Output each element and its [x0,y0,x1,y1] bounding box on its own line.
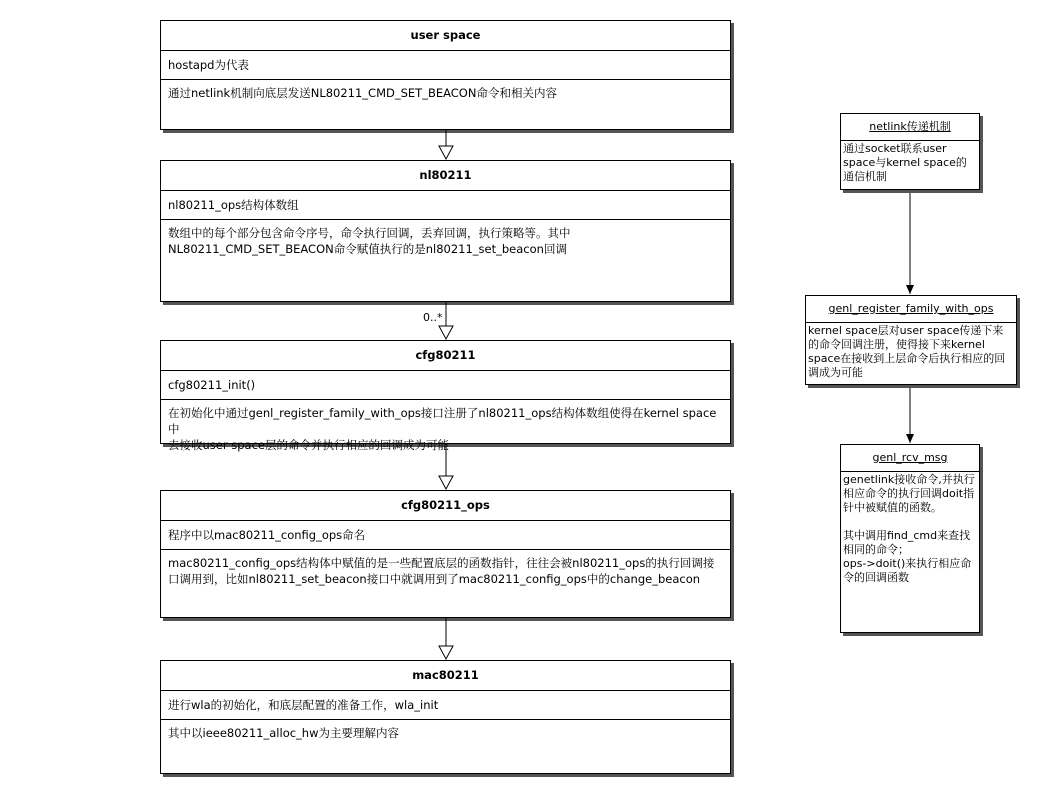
class-field: nl80211_ops结构体数组 [161,191,730,220]
note-title: netlink传递机制 [841,114,979,141]
note-body: genetlink接收命令,并执行相应命令的执行回调doit指针中被赋值的函数。 其中调用find_cmd来查找相同的命令； ops->doit()来执行相应命令的回调函数 [843,473,975,584]
multiplicity-label: 0..* [423,311,443,324]
note-genl-register-family[interactable] [805,295,1017,385]
note-body: 通过socket联系user space与kernel space的通信机制 [843,142,967,183]
connector-cfg80211-to-cfg80211-ops [439,444,453,489]
class-title: cfg80211_ops [161,491,730,521]
class-field: cfg80211_init() [161,371,730,400]
note-netlink[interactable] [840,113,980,190]
class-description: mac80211_config_ops结构体中赋值的是一些配置底层的函数指针，往往会被nl80211_ops的执行回调接 口调用到，比如nl80211_set_beacon接口中就调用到了mac80211_config_ops中的change_beacon [168,556,715,586]
class-field: 进行wla的初始化，和底层配置的准备工作，wla_init [161,691,730,720]
connector-user-space-to-nl80211 [439,130,453,159]
note-title: genl_rcv_msg [841,445,979,472]
note-title: genl_register_family_with_ops [806,296,1016,323]
class-field: hostapd为代表 [161,51,730,80]
class-description: 其中以ieee80211_alloc_hw为主要理解内容 [168,726,399,740]
class-description: 在初始化中通过genl_register_family_with_ops接口注册了nl80211_ops结构体数组使得在kernel space中 去接收user space层的命令并执行相应的回调成为可能 [168,406,717,452]
note-body: kernel space层对user space传递下来的命令回调注册，使得接下来kernel space在接收到上层命令后执行相应的回调成为可能 [808,324,1006,379]
class-description: 数组中的每个部分包含命令序号，命令执行回调，丢弃回调，执行策略等。其中 NL80211_CMD_SET_BEACON命令赋值执行的是nl80211_set_beacon回调 [168,226,571,256]
class-field: 程序中以mac80211_config_ops命名 [161,521,730,550]
class-title: user space [161,21,730,51]
note-genl-rcv-msg[interactable] [840,444,980,633]
class-title: nl80211 [161,161,730,191]
connector-cfg80211-ops-to-mac80211 [439,618,453,659]
class-description: 通过netlink机制向底层发送NL80211_CMD_SET_BEACON命令和相关内容 [168,86,557,100]
class-title: cfg80211 [161,341,730,371]
class-title: mac80211 [161,661,730,691]
